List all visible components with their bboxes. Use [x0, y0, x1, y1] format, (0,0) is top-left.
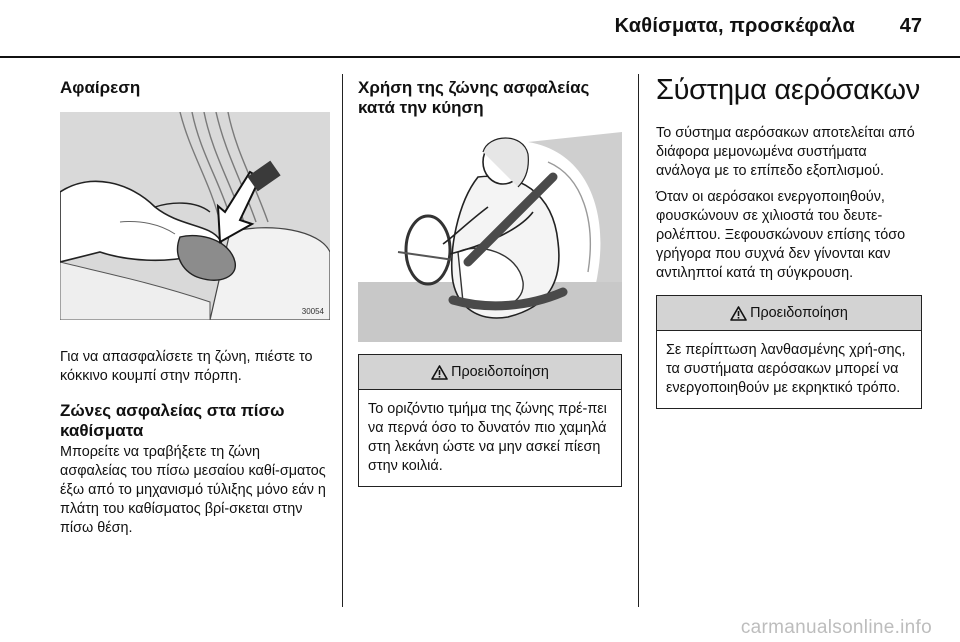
warning-header	[359, 355, 621, 390]
removal-text: Για να απασφαλίσετε τη ζώνη, πιέστε το κόκκινο κουμπί στην πόρπη.	[60, 349, 313, 384]
figure-code: 30054	[301, 307, 324, 316]
pregnancy-belt-illustration	[358, 132, 622, 342]
header-rule	[0, 56, 960, 58]
rear-seatbelts-text: Μπορείτε να τραβήξετε τη ζώνη ασφαλείας του πίσω μεσαίου καθί-σματος έξω από το μηχανισμό τύλιξης μόνο εάν η πλάτη του καθίσματος βρί-σκεται στην πίσω θέση.	[60, 444, 326, 536]
figure-pregnancy-belt	[358, 132, 622, 342]
page-number: 47	[899, 15, 922, 37]
warning-triangle-icon	[431, 365, 448, 380]
section-title: Καθίσματα, προσκέφαλα	[614, 15, 855, 37]
warning-text: Σε περίπτωση λανθασμένης χρή-σης, τα συστήματα αερόσακων μπορεί να ενεργοποιηθούν με εκρηκτικό τρόπο.	[666, 342, 906, 396]
buckle-release-illustration	[60, 112, 330, 320]
watermark: carmanualsonline.info	[740, 617, 932, 638]
airbag-para-2: Όταν οι αερόσακοι ενεργοποιηθούν, φουσκώνουν σε χιλιοστά του δευτε-ρολέπτου. Ξεφουσκώνουν επίσης τόσο γρήγορα που συχνά δεν γίνονται καν αντιληπτοί κατά τη σύγκρουση.	[656, 189, 906, 281]
page-header	[0, 0, 960, 50]
warning-box-pregnancy	[358, 354, 622, 487]
warning-text: Το οριζόντιο τμήμα της ζώνης πρέ-πει να περνά όσο το δυνατόν πιο χαμηλά στη λεκάνη ώστε να μην ασκεί πίεση στην κοιλιά.	[368, 401, 607, 474]
column-1	[60, 68, 330, 538]
heading-pregnancy: Χρήση της ζώνης ασφαλείας κατά την κύηση	[358, 78, 590, 117]
figure-buckle-release	[60, 112, 330, 320]
column-divider-1	[342, 74, 343, 607]
column-3	[656, 68, 922, 409]
warning-box-airbag	[656, 295, 922, 409]
warning-header	[657, 296, 921, 331]
column-2	[358, 68, 622, 487]
heading-airbag-system: Σύστημα αερόσακων	[656, 74, 920, 106]
warning-title: Προειδοποίηση	[451, 364, 549, 380]
warning-title: Προειδοποίηση	[750, 305, 848, 321]
column-divider-2	[638, 74, 639, 607]
heading-rear-seatbelts: Ζώνες ασφαλείας στα πίσω καθίσματα	[60, 401, 285, 440]
heading-removal: Αφαίρεση	[60, 78, 141, 97]
warning-triangle-icon	[730, 306, 747, 321]
airbag-para-1: Το σύστημα αερόσακων αποτελείται από διάφορα μεμονωμένα συστήματα ανάλογα με το επίπεδο εξοπλισμού.	[656, 125, 915, 179]
